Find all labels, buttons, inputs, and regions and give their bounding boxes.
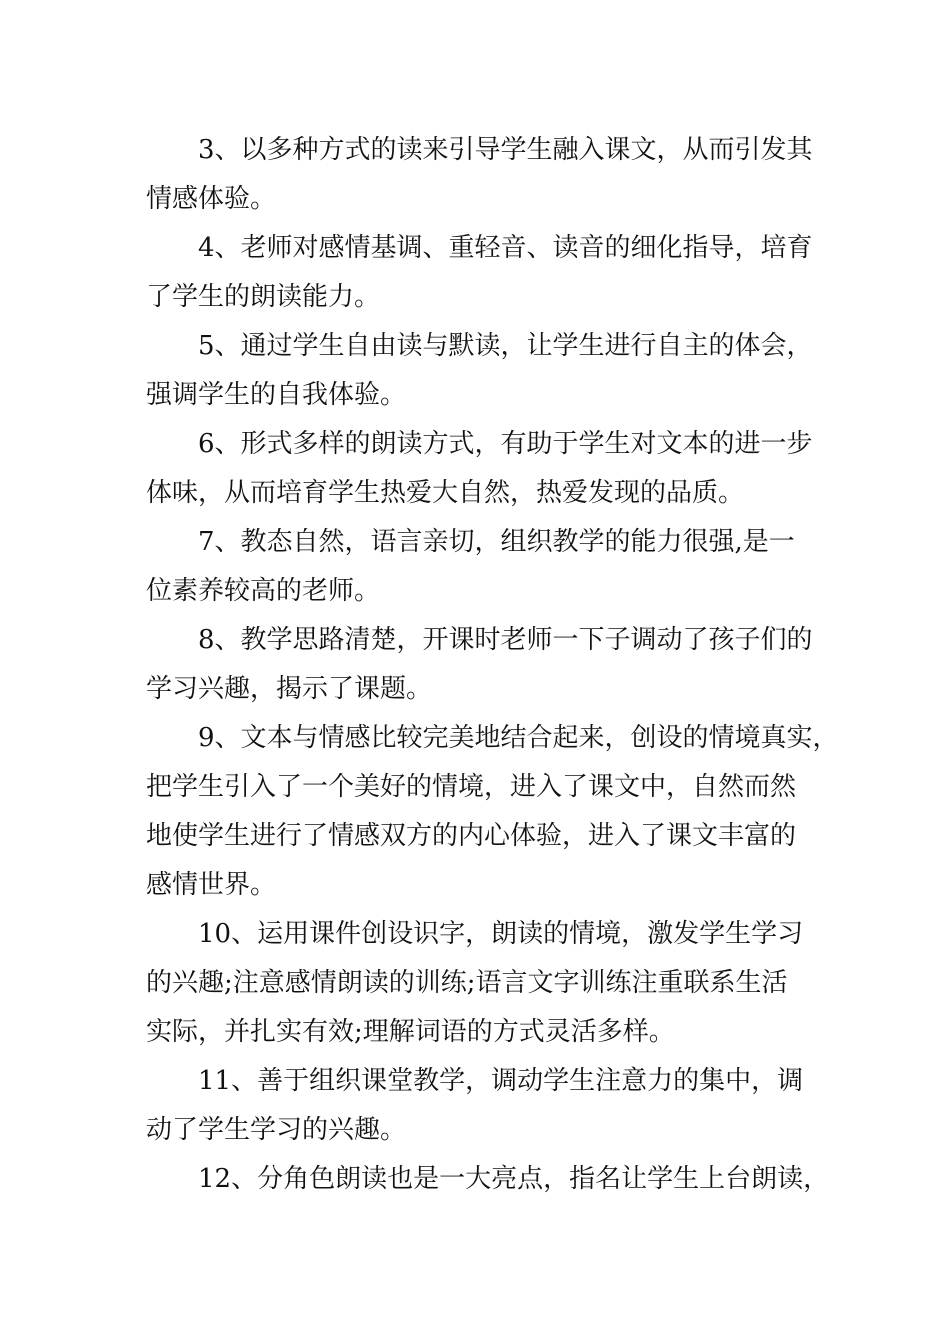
- paragraph-line: 感情世界。: [146, 870, 277, 900]
- paragraph-line: 12、分角色朗读也是一大亮点，指名让学生上台朗读，: [198, 1164, 830, 1194]
- paragraph-4: [146, 224, 816, 322]
- paragraph-3: [146, 126, 816, 224]
- paragraph-11: [146, 1057, 816, 1155]
- paragraph-5: [146, 322, 816, 420]
- paragraph-line: 5、通过学生自由读与默读，让学生进行自主的体会，: [198, 331, 813, 361]
- paragraph-line: 实际，并扎实有效;理解词语的方式灵活多样。: [146, 1017, 675, 1047]
- paragraph-line: 强调学生的自我体验。: [146, 380, 407, 410]
- paragraph-9: [146, 714, 839, 910]
- paragraph-6: [146, 420, 816, 518]
- paragraph-12: [146, 1155, 830, 1204]
- paragraph-line: 学习兴趣，揭示了课题。: [146, 674, 433, 704]
- paragraph-10: [146, 910, 816, 1057]
- paragraph-line: 情感体验。: [146, 184, 277, 214]
- paragraph-line: 地使学生进行了情感双方的内心体验，进入了课文丰富的: [146, 821, 797, 851]
- paragraph-8: [146, 616, 816, 714]
- paragraph-line: 11、善于组织课堂教学，调动学生注意力的集中，调: [198, 1066, 804, 1096]
- paragraph-line: 8、教学思路清楚，开课时老师一下子调动了孩子们的: [198, 625, 813, 655]
- paragraph-line: 6、形式多样的朗读方式，有助于学生对文本的进一步: [198, 429, 813, 459]
- paragraph-line: 体味，从而培育学生热爱大自然，热爱发现的品质。: [146, 478, 745, 508]
- paragraph-line: 了学生的朗读能力。: [146, 282, 381, 312]
- paragraph-line: 10、运用课件创设识字，朗读的情境，激发学生学习: [198, 919, 804, 949]
- paragraph-line: 7、教态自然，语言亲切，组织教学的能力很强,是一: [198, 527, 795, 557]
- paragraph-line: 动了学生学习的兴趣。: [146, 1115, 407, 1145]
- paragraph-line: 把学生引入了一个美好的情境，进入了课文中，自然而然: [146, 772, 797, 802]
- document-body: [146, 126, 839, 1204]
- paragraph-7: [146, 518, 816, 616]
- paragraph-line: 3、以多种方式的读来引导学生融入课文，从而引发其: [198, 135, 813, 165]
- paragraph-line: 9、文本与情感比较完美地结合起来，创设的情境真实，: [198, 723, 839, 753]
- paragraph-line: 4、老师对感情基调、重轻音、读音的细化指导，培育: [198, 233, 813, 263]
- paragraph-line: 位素养较高的老师。: [146, 576, 381, 606]
- paragraph-line: 的兴趣;注意感情朗读的训练;语言文字训练注重联系生活: [146, 968, 788, 998]
